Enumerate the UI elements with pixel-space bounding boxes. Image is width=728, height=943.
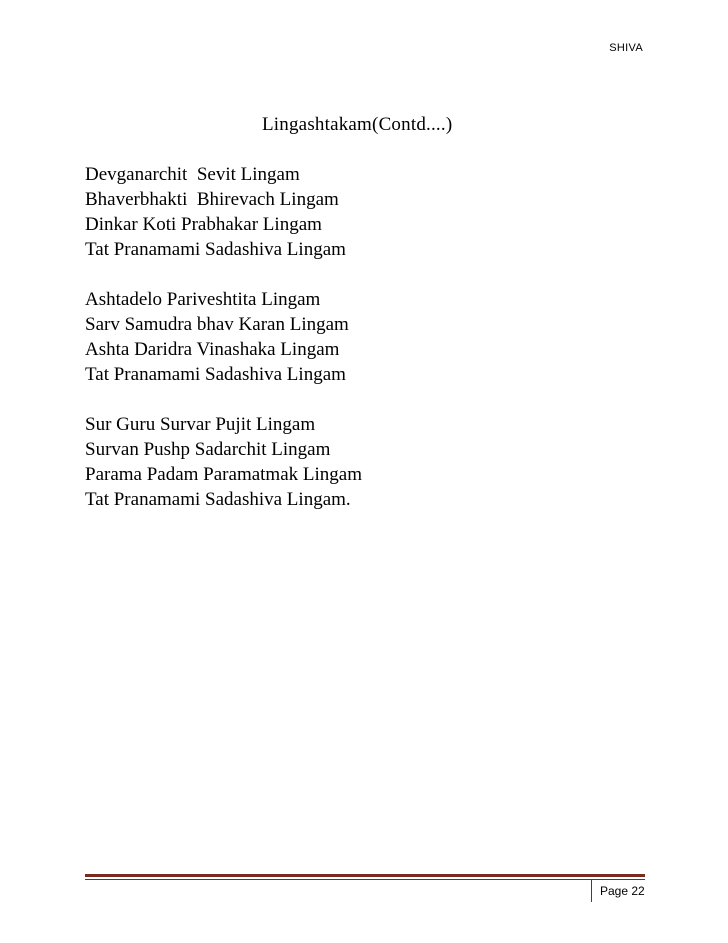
verse-line: Dinkar Koti Prabhakar Lingam — [85, 214, 322, 235]
footer-divider — [85, 879, 645, 880]
verse-line: Sarv Samudra bhav Karan Lingam — [85, 314, 349, 335]
page-title: Lingashtakam(Contd....) — [262, 114, 453, 135]
stanza-1 — [85, 162, 645, 262]
verse-line: Tat Pranamami Sadashiva Lingam — [85, 364, 346, 385]
verse-line: Sur Guru Survar Pujit Lingam — [85, 414, 316, 435]
verse-line: Tat Pranamami Sadashiva Lingam. — [85, 489, 351, 510]
stanza-2 — [85, 287, 645, 387]
page-number: Page 22 — [591, 880, 645, 902]
footer-divider — [85, 874, 645, 877]
verse-body — [85, 162, 645, 537]
verse-line: Ashta Daridra Vinashaka Lingam — [85, 339, 340, 360]
verse-line: Tat Pranamami Sadashiva Lingam — [85, 239, 346, 260]
verse-line: Bhaverbhakti Bhirevach Lingam — [85, 189, 339, 210]
verse-line: Devganarchit Sevit Lingam — [85, 164, 300, 185]
stanza-3 — [85, 412, 645, 512]
running-header: SHIVA — [609, 42, 643, 54]
verse-line: Ashtadelo Pariveshtita Lingam — [85, 289, 321, 310]
verse-line: Parama Padam Paramatmak Lingam — [85, 464, 362, 485]
verse-line: Survan Pushp Sadarchit Lingam — [85, 439, 331, 460]
